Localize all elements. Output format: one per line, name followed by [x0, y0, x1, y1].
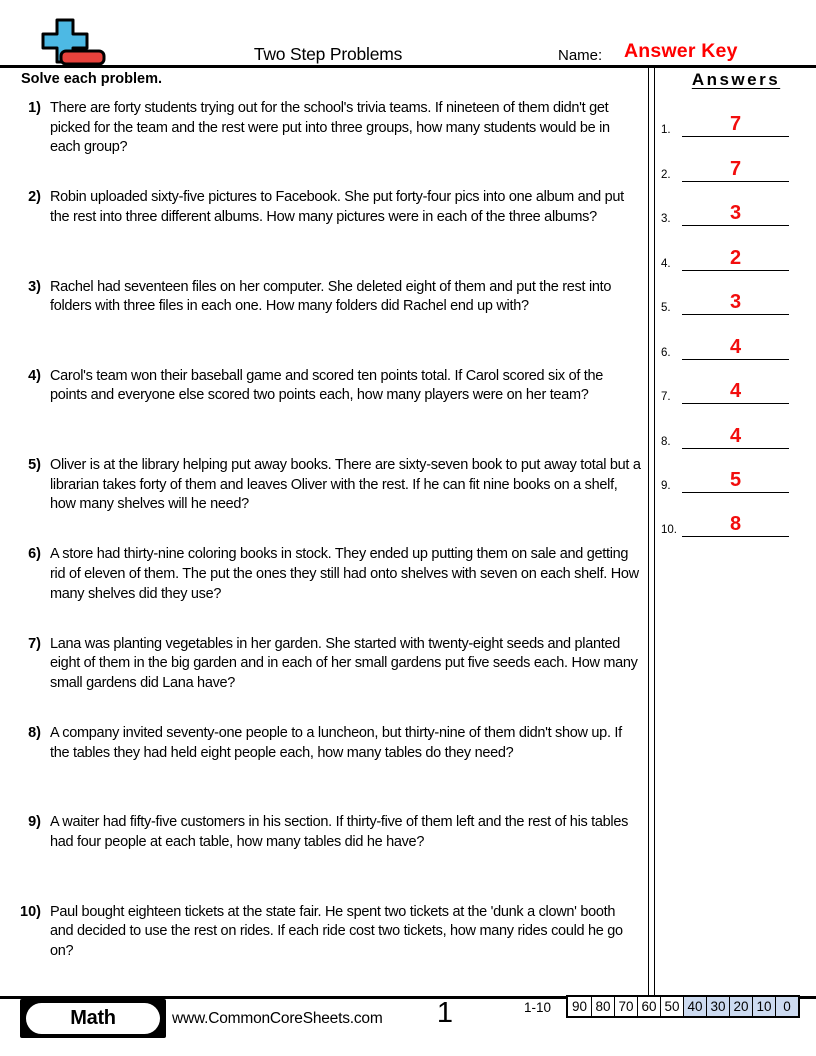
- answer-row: [656, 315, 816, 359]
- answer-key-text: Answer Key: [624, 40, 738, 62]
- answer-value: 5: [729, 468, 742, 491]
- problem-row: [0, 903, 648, 992]
- problem-number: 4): [28, 367, 41, 384]
- problem-row: [0, 813, 648, 902]
- problem-row: [0, 545, 648, 634]
- answer-value: 3: [729, 202, 742, 225]
- problem-text: Carol's team won their baseball game and scored ten points total. If Carol scored six of the points and everyone else scored two points each, how many players were on her team?: [50, 367, 604, 404]
- answer-row: [656, 182, 816, 226]
- answer-row: [656, 137, 816, 181]
- answer-value: 7: [729, 113, 742, 136]
- column-divider: [648, 68, 655, 995]
- math-badge: [20, 999, 166, 1038]
- answer-value: 4: [729, 424, 742, 447]
- answer-number: 4.: [661, 257, 671, 270]
- score-cell: 30: [706, 997, 729, 1016]
- problem-text: A company invited seventy-one people to a luncheon, but thirty-nine of them didn't show up. If the tables they had held eight people each, how many tables do they need?: [50, 725, 622, 761]
- answer-row: [656, 404, 816, 448]
- answer-value: 4: [729, 335, 742, 358]
- problem-row: [0, 367, 648, 456]
- problem-number: 2): [28, 189, 41, 206]
- problem-number: 10): [20, 903, 41, 920]
- score-cell: 50: [660, 997, 683, 1016]
- score-cell: 40: [683, 997, 706, 1016]
- answer-row: [656, 226, 816, 270]
- problems-list: [0, 99, 648, 992]
- problem-row: [0, 456, 648, 545]
- problem-number: 3): [28, 278, 41, 295]
- answer-blank: [682, 158, 789, 182]
- answer-value: 2: [729, 246, 742, 269]
- answer-number: 6.: [661, 346, 671, 359]
- problem-number: 7): [28, 635, 41, 652]
- score-range-label: 1-10: [524, 1000, 552, 1015]
- problem-text: There are forty students trying out for the school's trivia teams. If nineteen of them didn't get picked for the team and the rest were put into three groups, how many students would be in each group?: [50, 100, 610, 156]
- answer-value: 4: [729, 380, 742, 403]
- score-cell: 90: [571, 999, 588, 1014]
- answer-value: 3: [729, 291, 742, 314]
- instructions: Solve each problem.: [21, 71, 163, 87]
- problem-number: 5): [28, 457, 41, 474]
- answer-blank: [682, 336, 789, 360]
- problem-row: [0, 278, 648, 367]
- problem-number: 8): [28, 725, 41, 742]
- answer-blank: [682, 380, 789, 404]
- problem-text: Lana was planting vegetables in her garden. She started with twenty-eight seeds and planted eight of them in the big garden and in each of her small gardens put five seeds each. How many small gardens did Lana have?: [50, 635, 638, 691]
- answer-blank: [682, 291, 789, 315]
- answer-number: 1.: [661, 124, 671, 137]
- problem-number: 6): [28, 546, 41, 563]
- answer-blank: [682, 113, 789, 137]
- answer-number: 7.: [661, 391, 671, 404]
- problem-text: Oliver is at the library helping put away books. There are sixty-seven book to put away total but a librarian takes forty of them and leaves Oliver with the rest. If he can fit nine books on a shelf, how many shelves will he need?: [50, 457, 641, 513]
- problem-row: [0, 99, 648, 188]
- answer-blank: [682, 425, 789, 449]
- problem-row: [0, 188, 648, 277]
- answer-value: 7: [729, 157, 742, 180]
- score-cell: 60: [637, 997, 660, 1016]
- score-cell: 20: [729, 997, 752, 1016]
- problem-number: 1): [28, 100, 41, 116]
- answer-blank: [682, 513, 789, 537]
- score-cell: 0: [775, 997, 798, 1016]
- header-rule: [0, 65, 816, 68]
- problem-text: A waiter had fifty-five customers in his section. If thirty-five of them left and the rest of his tables had four people at each table, how many tables did he have?: [50, 814, 629, 850]
- problem-text: Robin uploaded sixty-five pictures to Facebook. She put forty-four pics into one album and put the rest into three different albums. How many pictures were in each of the three albums?: [50, 189, 624, 225]
- answers-list: [656, 93, 816, 537]
- answer-blank: [682, 469, 789, 493]
- problem-row: [0, 635, 648, 724]
- answer-row: [656, 449, 816, 493]
- page-title: Two Step Problems: [253, 44, 403, 64]
- answer-number: 5.: [661, 302, 671, 315]
- answer-number: 10.: [661, 524, 677, 537]
- problem-number: 9): [28, 814, 41, 831]
- name-label: Name:: [558, 47, 603, 64]
- website-url: www.CommonCoreSheets.com: [172, 1010, 383, 1027]
- score-cell: 80: [591, 997, 614, 1016]
- math-badge-label: Math: [26, 1003, 160, 1034]
- answers-panel: [656, 70, 816, 537]
- answers-title: Answers: [691, 70, 781, 89]
- answer-value: 8: [729, 513, 742, 536]
- problem-text: A store had thirty-nine coloring books in stock. They ended up putting them on sale and getting rid of eleven of them. The put the ones they still had onto shelves with seven on each shelf. How many shelves did they use?: [50, 546, 639, 602]
- score-cell: 70: [614, 997, 637, 1016]
- answer-number: 9.: [661, 479, 671, 492]
- problem-row: [0, 724, 648, 813]
- answer-row: [656, 271, 816, 315]
- answer-row: [656, 360, 816, 404]
- score-cell: 10: [752, 997, 775, 1016]
- problem-text: Rachel had seventeen files on her computer. She deleted eight of them and put the rest into folders with three files in each one. How many folders did Rachel end up with?: [50, 278, 612, 315]
- answer-number: 8.: [661, 435, 671, 448]
- answer-blank: [682, 247, 789, 271]
- answer-number: 2.: [661, 168, 671, 181]
- answer-row: [656, 493, 816, 537]
- answer-row: [656, 93, 816, 137]
- answer-number: 3.: [661, 213, 671, 226]
- problem-text: Paul bought eighteen tickets at the state fair. He spent two tickets at the 'dunk a clown' booth and decided to use the rest on rides. If each ride cost two tickets, how many rides could he go on?: [50, 903, 623, 959]
- answer-blank: [682, 202, 789, 226]
- score-table: [566, 995, 800, 1018]
- page-number: 1: [436, 997, 454, 1029]
